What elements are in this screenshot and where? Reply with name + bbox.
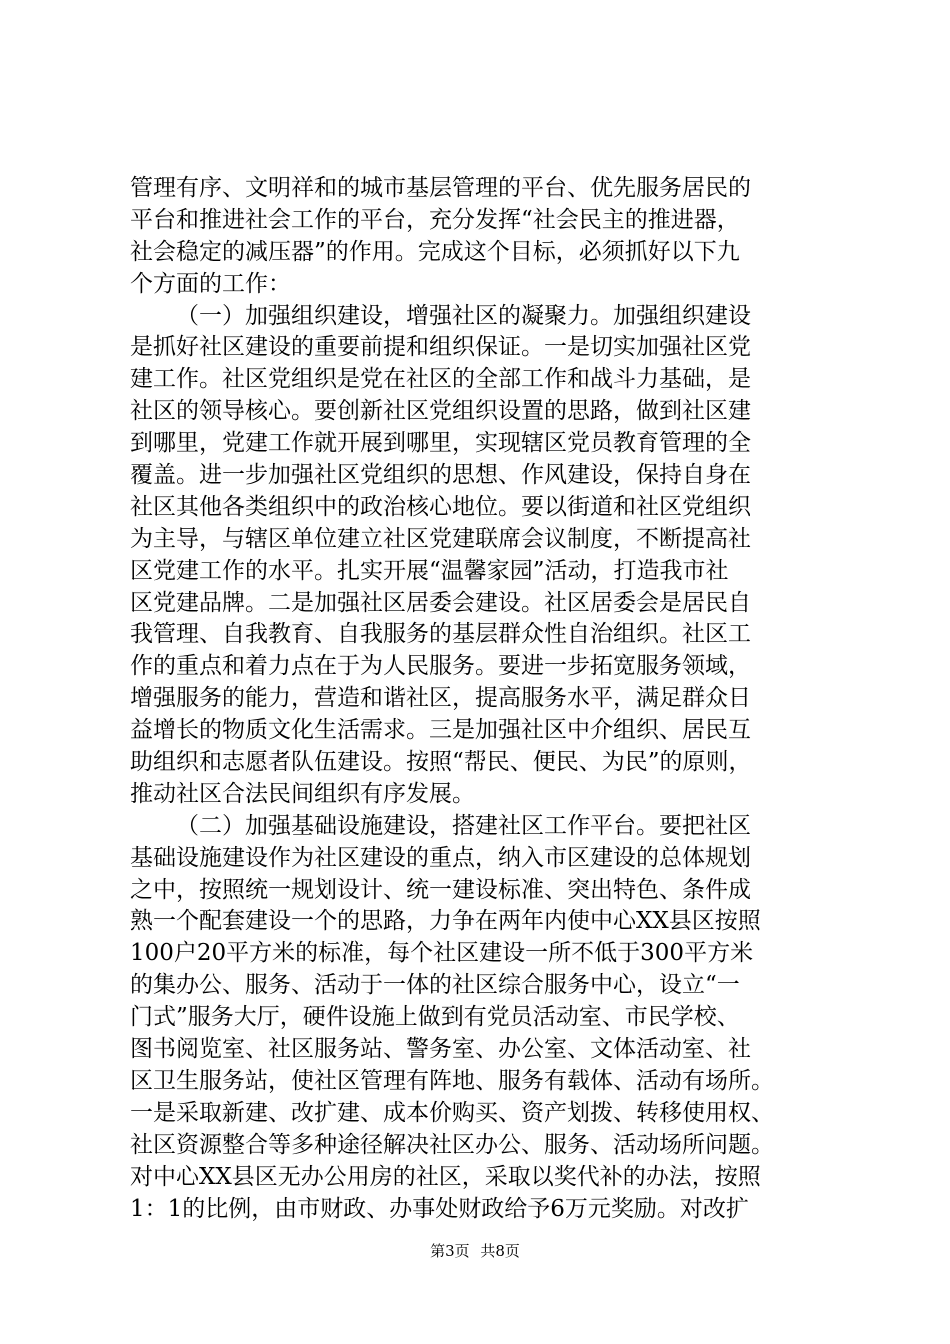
text-line: 1：1的比例，由市财政、办事处财政给予6万元奖励。对改扩 [130, 1195, 749, 1222]
document-body [130, 173, 830, 1225]
text-line: 100户20平方米的标准，每个社区建设一所不低于300平方米 [130, 940, 754, 967]
text-line: 益增长的物质文化生活需求。三是加强社区中介组织、居民互 [130, 717, 751, 744]
text-line: 我管理、自我教育、自我服务的基层群众性自治组织。社区工 [130, 621, 751, 648]
text-line: 区党建品牌。二是加强社区居委会建设。社区居委会是居民自 [130, 589, 751, 616]
text-line: 助组织和志愿者队伍建设。按照“帮民、便民、为民”的原则， [130, 749, 752, 776]
text-line: 之中，按照统一规划设计、统一建设标准、突出特色、条件成 [130, 876, 751, 903]
text-line: 的集办公、服务、活动于一体的社区综合服务中心，设立“一 [130, 972, 740, 999]
page-number: 第3页 [430, 1242, 470, 1260]
text-line: 一是采取新建、改扩建、成本价购买、资产划拨、转移使用权、 [130, 1099, 774, 1126]
text-line: 区卫生服务站，使社区管理有阵地、服务有载体、活动有场所。 [130, 1067, 774, 1094]
text-line: 社区资源整合等多种途径解决社区办公、服务、活动场所问题。 [130, 1131, 774, 1158]
text-line: 增强服务的能力，营造和谐社区，提高服务水平，满足群众日 [130, 685, 751, 712]
text-line: 管理有序、文明祥和的城市基层管理的平台、优先服务居民的 [130, 175, 751, 201]
text-line: 作的重点和着力点在于为人民服务。要进一步拓宽服务领域， [130, 653, 751, 680]
text-line: 覆盖。进一步加强社区党组织的思想、作风建设，保持自身在 [130, 462, 751, 489]
text-line: 基础设施建设作为社区建设的重点，纳入市区建设的总体规划 [130, 844, 751, 871]
text-line: 熟一个配套建设一个的思路，力争在两年内使中心XX县区按照 [130, 908, 761, 935]
text-line: 社会稳定的减压器”的作用。完成这个目标，必须抓好以下九 [130, 238, 740, 265]
text-line: 推动社区合法民间组织有序发展。 [130, 780, 475, 807]
text-line: （一）加强组织建设，增强社区的凝聚力。加强组织建设 [176, 302, 751, 329]
page-total: 共8页 [480, 1242, 520, 1260]
text-line: 是抓好社区建设的重要前提和组织保证。一是切实加强社区党 [130, 334, 751, 361]
text-line: 社区的领导核心。要创新社区党组织设置的思路，做到社区建 [130, 398, 751, 425]
text-line: 个方面的工作： [130, 270, 291, 297]
text-line: 区党建工作的水平。扎实开展“温馨家园”活动，打造我市社 [130, 557, 729, 584]
text-line: 对中心XX县区无办公用房的社区，采取以奖代补的办法，按照 [130, 1163, 761, 1190]
text-line: 社区其他各类组织中的政治核心地位。要以街道和社区党组织 [130, 493, 751, 520]
page-footer [0, 1241, 950, 1261]
text-line: 为主导，与辖区单位建立社区党建联席会议制度，不断提高社 [130, 525, 751, 552]
text-line: 图书阅览室、社区服务站、警务室、办公室、文体活动室、社 [130, 1036, 751, 1063]
text-line: 门式”服务大厅，硬件设施上做到有党员活动室、市民学校、 [130, 1004, 740, 1031]
text-line: （二）加强基础设施建设，搭建社区工作平台。要把社区 [176, 812, 751, 839]
text-line: 建工作。社区党组织是党在社区的全部工作和战斗力基础，是 [130, 366, 751, 393]
text-line: 到哪里，党建工作就开展到哪里，实现辖区党员教育管理的全 [130, 430, 751, 457]
text-line: 平台和推进社会工作的平台，充分发挥“社会民主的推进器， [130, 206, 740, 233]
